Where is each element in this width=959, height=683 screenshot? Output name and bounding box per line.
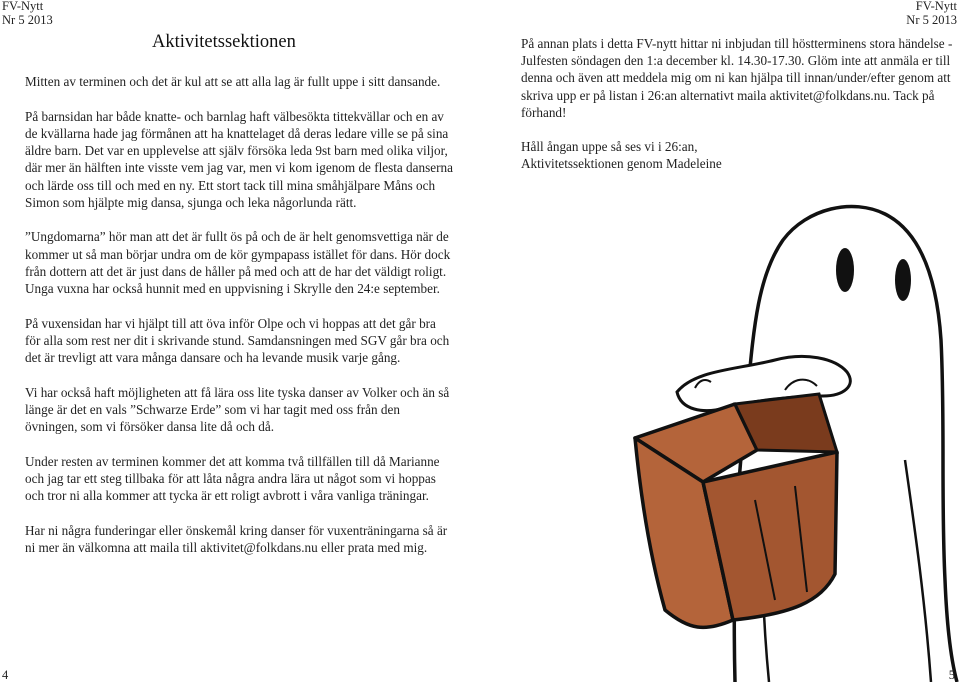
page-title: Aktivitetssektionen — [152, 32, 296, 52]
right-article-body — [521, 35, 953, 172]
signoff-line: Aktivitetssektionen genom Madeleine — [521, 156, 722, 172]
signoff — [521, 138, 953, 172]
header-publication: FV-Nytt — [915, 0, 957, 13]
ghost-eye — [836, 248, 854, 292]
left-article-body — [25, 73, 453, 556]
paragraph: På barnsidan har både knatte- och barnlag haft välbesökta tittekvällar och en av de kvällarna hade jag förmånen att ha knattelaget då deras ledare ville se på sina äldre barn. Det var en upplevelse att själv försöka leda 9st barn med olika viljor, där mer än hälften inte visste vem jag var, men vi kom igenom de flesta danserna och lärde oss till och med en ny. Ett stort tack till mina småhjälpare Måns och Simon som hjälpte mig dansa, sjunga och leka någorlunda rätt. — [25, 108, 453, 210]
page-number: 5 — [948, 668, 955, 682]
page-number: 4 — [2, 668, 9, 682]
header-right — [906, 0, 957, 27]
signoff-line: Håll ångan uppe så ses vi i 26:an, — [521, 139, 698, 155]
paper-bag-icon — [635, 394, 837, 627]
paragraph: ”Ungdomarna” hör man att det är fullt ös på och de är helt genomsvettiga när de kommer ut så man börjar undra om de kör gympapass istället för dans. Hör dock från dottern att det är just dans de håller på med och att de har det väldigt roligt. Unga vuxna har också hunnit med en uppvisning i Skrylle den 24:e september. — [25, 229, 451, 297]
paragraph: Under resten av terminen kommer det att komma två tillfällen till då Marianne och jag tar ett steg tillbaka för att låta några andra lära ut något som vi hoppas och tror ni alla kommer att tycka är ett roligt avbrott i våra vanliga träningar. — [25, 453, 440, 504]
ghost-illustration — [585, 200, 959, 682]
paragraph: På vuxensidan har vi hjälpt till att öva inför Olpe och vi hoppas att det går bra för alla som rest ner dit i skrivande stund. Samdansningen med SGV går bra och det är trevligt att vara många dansare och ha levande musik varje gång. — [25, 315, 450, 366]
ghost-eye — [895, 259, 911, 301]
header-publication: FV-Nytt — [2, 0, 44, 13]
header-issue: Nr 5 2013 — [2, 13, 53, 27]
paragraph: Vi har också haft möjligheten att få lära oss lite tyska danser av Volker och än så länge är det en vals ”Schwarze Erde” som vi har tagit med oss från den övningen, som vi försöker dansa lite då och då. — [25, 384, 450, 435]
header-left — [2, 0, 53, 27]
paragraph: Har ni några funderingar eller önskemål kring danser för vuxenträningarna så är ni mer än välkomna att maila till aktivitet@folkdans.nu eller prata med mig. — [25, 523, 448, 556]
paragraph: Mitten av terminen och det är kul att se att alla lag är fullt uppe i sitt dansande. — [25, 74, 441, 89]
header-issue: Nr 5 2013 — [906, 13, 957, 27]
paragraph: På annan plats i detta FV-nytt hittar ni inbjudan till höstterminens stora händelse - Julfesten söndagen den 1:a december kl. 14.30-17.30. Glöm inte att anmäla er till denna och även att meddela mig om ni kan hjälpa till innan/under/efter genom att skriva upp er på listan i 26:an alternativt maila aktivitet@folkdans.nu. Tack på förhand! — [521, 36, 953, 120]
